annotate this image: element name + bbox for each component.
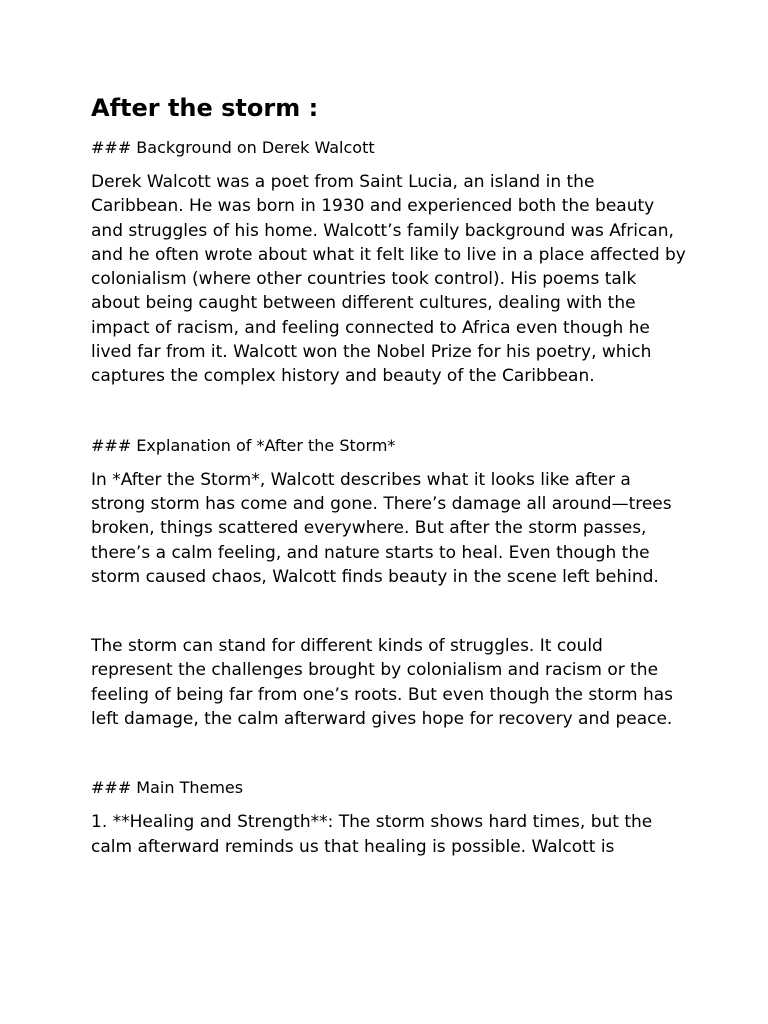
paragraph-explanation-symbolism: The storm can stand for different kinds of struggles. It could represent the challenges brought by colonialism and racism or the feeling of being far from one’s roots. But even though the storm has left damage, the calm afterward gives hope for recovery and peace. [91, 636, 674, 730]
paragraph-explanation-description: In *After the Storm*, Walcott describes what it looks like after a strong storm has come and gone. There’s damage all around—trees broken, things scattered everywhere. But after the storm passes, there’s a calm feeling, and nature starts to heal. Even though the storm caused chaos, Walcott finds beauty in the scene left behind. [91, 469, 672, 587]
section-heading-background: ### Background on Derek Walcott [91, 138, 375, 157]
section-heading-main-themes: ### Main Themes [91, 778, 244, 798]
section-heading-explanation: ### Explanation of *After the Storm* [91, 435, 396, 455]
paragraph-theme-healing: 1. **Healing and Strength**: The storm shows hard times, but the calm afterward reminds us that healing is possible. Walcott is [91, 812, 653, 857]
document-title: After the storm : [91, 94, 319, 122]
paragraph-background: Derek Walcott was a poet from Saint Lucia, an island in the Caribbean. He was born in 1930 and experienced both the beauty and struggles of his home. Walcott’s family background was African, and he often wrote about what it felt like to live in a place affected by colonialism (where other countries took control). His poems talk about being caught between different cultures, dealing with the impact of racism, and feeling connected to Africa even though he lived far from it. Walcott won the Nobel Prize for his poetry, which captures the complex history and beauty of the Caribbean. [91, 172, 686, 387]
